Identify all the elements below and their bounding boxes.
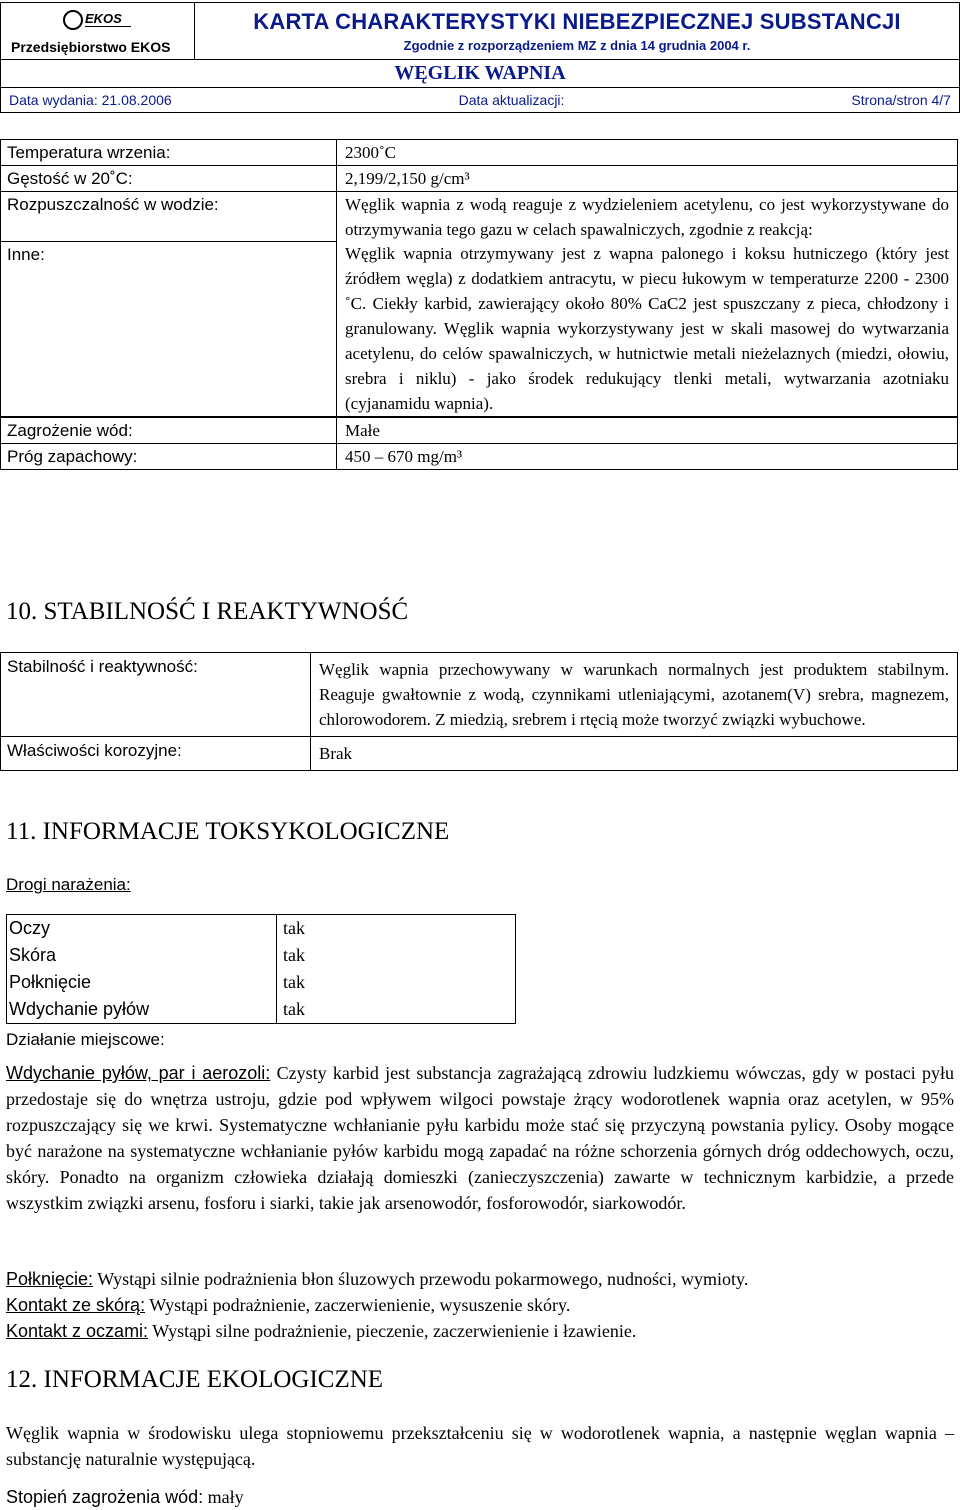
document-subtitle: Zgodnie z rozporządzeniem MZ z dnia 14 grudnia 2004 r.	[403, 38, 751, 53]
ingestion-text: Wystąpi silnie podrażnienia błon śluzowych przewodu pokarmowego, nudności, wymioty.	[93, 1269, 749, 1289]
table-row	[0, 166, 958, 192]
ekos-logo: EKOS	[63, 9, 133, 31]
document-title: KARTA CHARAKTERYSTYKI NIEBEZPIECZNEJ SUBSTANCJI	[253, 9, 901, 34]
water-hazard-line	[6, 1484, 954, 1510]
skin-contact-label: Kontakt ze skórą:	[6, 1295, 146, 1315]
table-row	[7, 942, 515, 969]
property-value: 2,199/2,150 g/cm³	[336, 165, 958, 192]
eye-contact-label: Kontakt z oczami:	[6, 1321, 149, 1341]
corrosive-label: Właściwości korozyjne:	[0, 737, 310, 771]
eye-contact-text: Wystąpi silne podrażnienie, pieczenie, zaczerwienienie i łzawienie.	[148, 1321, 637, 1341]
property-label: Inne:	[0, 242, 336, 417]
exposure-routes-table	[6, 914, 516, 1024]
stability-label: Stabilność i reaktywność:	[0, 652, 310, 737]
stability-table	[0, 652, 958, 771]
section-11-title: 11. INFORMACJE TOKSYKOLOGICZNE	[6, 818, 450, 845]
property-label: Próg zapachowy:	[0, 443, 336, 470]
inhalation-label: Wdychanie pyłów, par i aerozoli:	[6, 1063, 271, 1083]
table-row	[0, 737, 958, 771]
water-hazard-label: Stopień zagrożenia wód:	[6, 1487, 204, 1507]
table-row	[0, 417, 958, 444]
route-value: tak	[283, 972, 305, 992]
route-value: tak	[283, 999, 305, 1019]
route-name: Wdychanie pyłów	[7, 996, 277, 1023]
company-cell	[1, 3, 195, 59]
issue-date: Data wydania: 21.08.2006	[9, 92, 172, 108]
route-name: Połknięcie	[7, 969, 277, 996]
skin-contact-paragraph	[6, 1292, 954, 1318]
table-row	[0, 140, 958, 166]
substance-name: WĘGLIK WAPNIA	[1, 60, 959, 88]
property-label: Temperatura wrzenia:	[0, 139, 336, 166]
property-label: Gęstość w 20˚C:	[0, 165, 336, 192]
eye-contact-paragraph	[6, 1318, 954, 1344]
table-row	[7, 996, 515, 1023]
route-name: Oczy	[7, 915, 277, 942]
table-row	[0, 652, 958, 737]
property-value: 450 – 670 mg/m³	[336, 443, 958, 470]
table-row	[7, 969, 515, 996]
property-value: Węglik wapnia otrzymywany jest z wapna palonego i koksu hutniczego (który jest źródłem węgla) z dodatkiem antracytu, w piecu łukowym w temperaturze 2200 - 2300 ˚C. Ciekły karbid, zawierający około 80% CaC2 jest spuszczany z pieca, chłodzony i granulowany. Węglik wapnia wykorzystywany jest w skali masowej do wytwarzania acetylenu, do celów spawalniczych, w hutnictwie metali nieżelaznych (miedzi, ołowiu, srebra i niklu) - jako środek redukujący tlenki metali, wytwarzania azotniaku (cyjanamidu wapnia).	[336, 241, 958, 417]
table-row	[0, 192, 958, 242]
corrosive-value: Brak	[310, 737, 958, 771]
property-value: Węglik wapnia z wodą reaguje z wydzieleniem acetylenu, co jest wykorzystywane do otrzymywania tego gazu w celach spawalniczych, zgodnie z reakcją:	[336, 191, 958, 242]
ecology-paragraph: Węglik wapnia w środowisku ulega stopniowemu przekształceniu się w wodorotlenek wapnia, a następnie węglan wapnia – substancję naturalnie występującą.	[6, 1423, 954, 1469]
table-row	[0, 444, 958, 470]
table-row	[0, 242, 958, 417]
inhalation-text: Czysty karbid jest substancja zagrażającą zdrowiu ludzkiemu wówczas, gdy w postaci pyłu przedostaje się do wnętrza ustroju, gdzie pod wpływem wilgoci powstaje żrący wodorotlenek wapnia oraz acetylen, w 95% rozpuszczający się we krwi. Systematyczne wchłanianie pyłu karbidu może stać się przyczyną powstania pylicy. Osoby mogące być narażone na systematyczne wchłanianie pyłów karbidu mogą zapadać na różne schorzenia górnych dróg oddechowych, oczu, skóry. Ponadto na organizm człowieka działają domieszki (zanieczyszczenia) zawarte w technicznym karbidzie, a przede wszystkim związki arsenu, fosforu i siarki, takie jak arsenowodór, fosforowodór, siarkowodór.	[6, 1063, 955, 1213]
route-name: Skóra	[7, 942, 277, 969]
update-date: Data aktualizacji:	[458, 92, 565, 108]
table-row	[7, 915, 515, 942]
property-value: Małe	[336, 417, 958, 444]
property-value: 2300˚C	[336, 139, 958, 166]
section-10-title: 10. STABILNOŚĆ I REAKTYWNOŚĆ	[6, 598, 409, 625]
skin-contact-text: Wystąpi podrażnienie, zaczerwienienie, wysuszenie skóry.	[145, 1295, 571, 1315]
company-name: Przedsiębiorstwo EKOS	[11, 39, 171, 55]
ingestion-paragraph	[6, 1266, 954, 1292]
properties-table	[0, 140, 958, 470]
logo-ring-icon	[63, 10, 83, 30]
document-header	[0, 2, 960, 113]
exposure-routes-heading: Drogi narażenia:	[6, 875, 131, 894]
page-number: Strona/stron 4/7	[851, 92, 951, 108]
route-value: tak	[283, 945, 305, 965]
section-12-title: 12. INFORMACJE EKOLOGICZNE	[6, 1366, 384, 1393]
local-effects-heading: Działanie miejscowe:	[6, 1030, 165, 1049]
inhalation-paragraph	[6, 1060, 954, 1216]
property-label: Zagrożenie wód:	[0, 417, 336, 444]
stability-value: Węglik wapnia przechowywany w warunkach normalnych jest produktem stabilnym. Reaguje gwałtownie z wodą, czynnikami utleniającymi, azotanem(V) srebra, magnezem, chlorowodorem. Z miedzią, srebrem i rtęcią może tworzyć związki wybuchowe.	[310, 652, 958, 737]
title-cell	[195, 3, 959, 59]
ingestion-label: Połknięcie:	[6, 1269, 94, 1289]
water-hazard-value: mały	[203, 1487, 244, 1507]
property-label: Rozpuszczalność w wodzie:	[0, 191, 336, 242]
header-meta-row	[1, 88, 959, 112]
route-value: tak	[283, 918, 305, 938]
